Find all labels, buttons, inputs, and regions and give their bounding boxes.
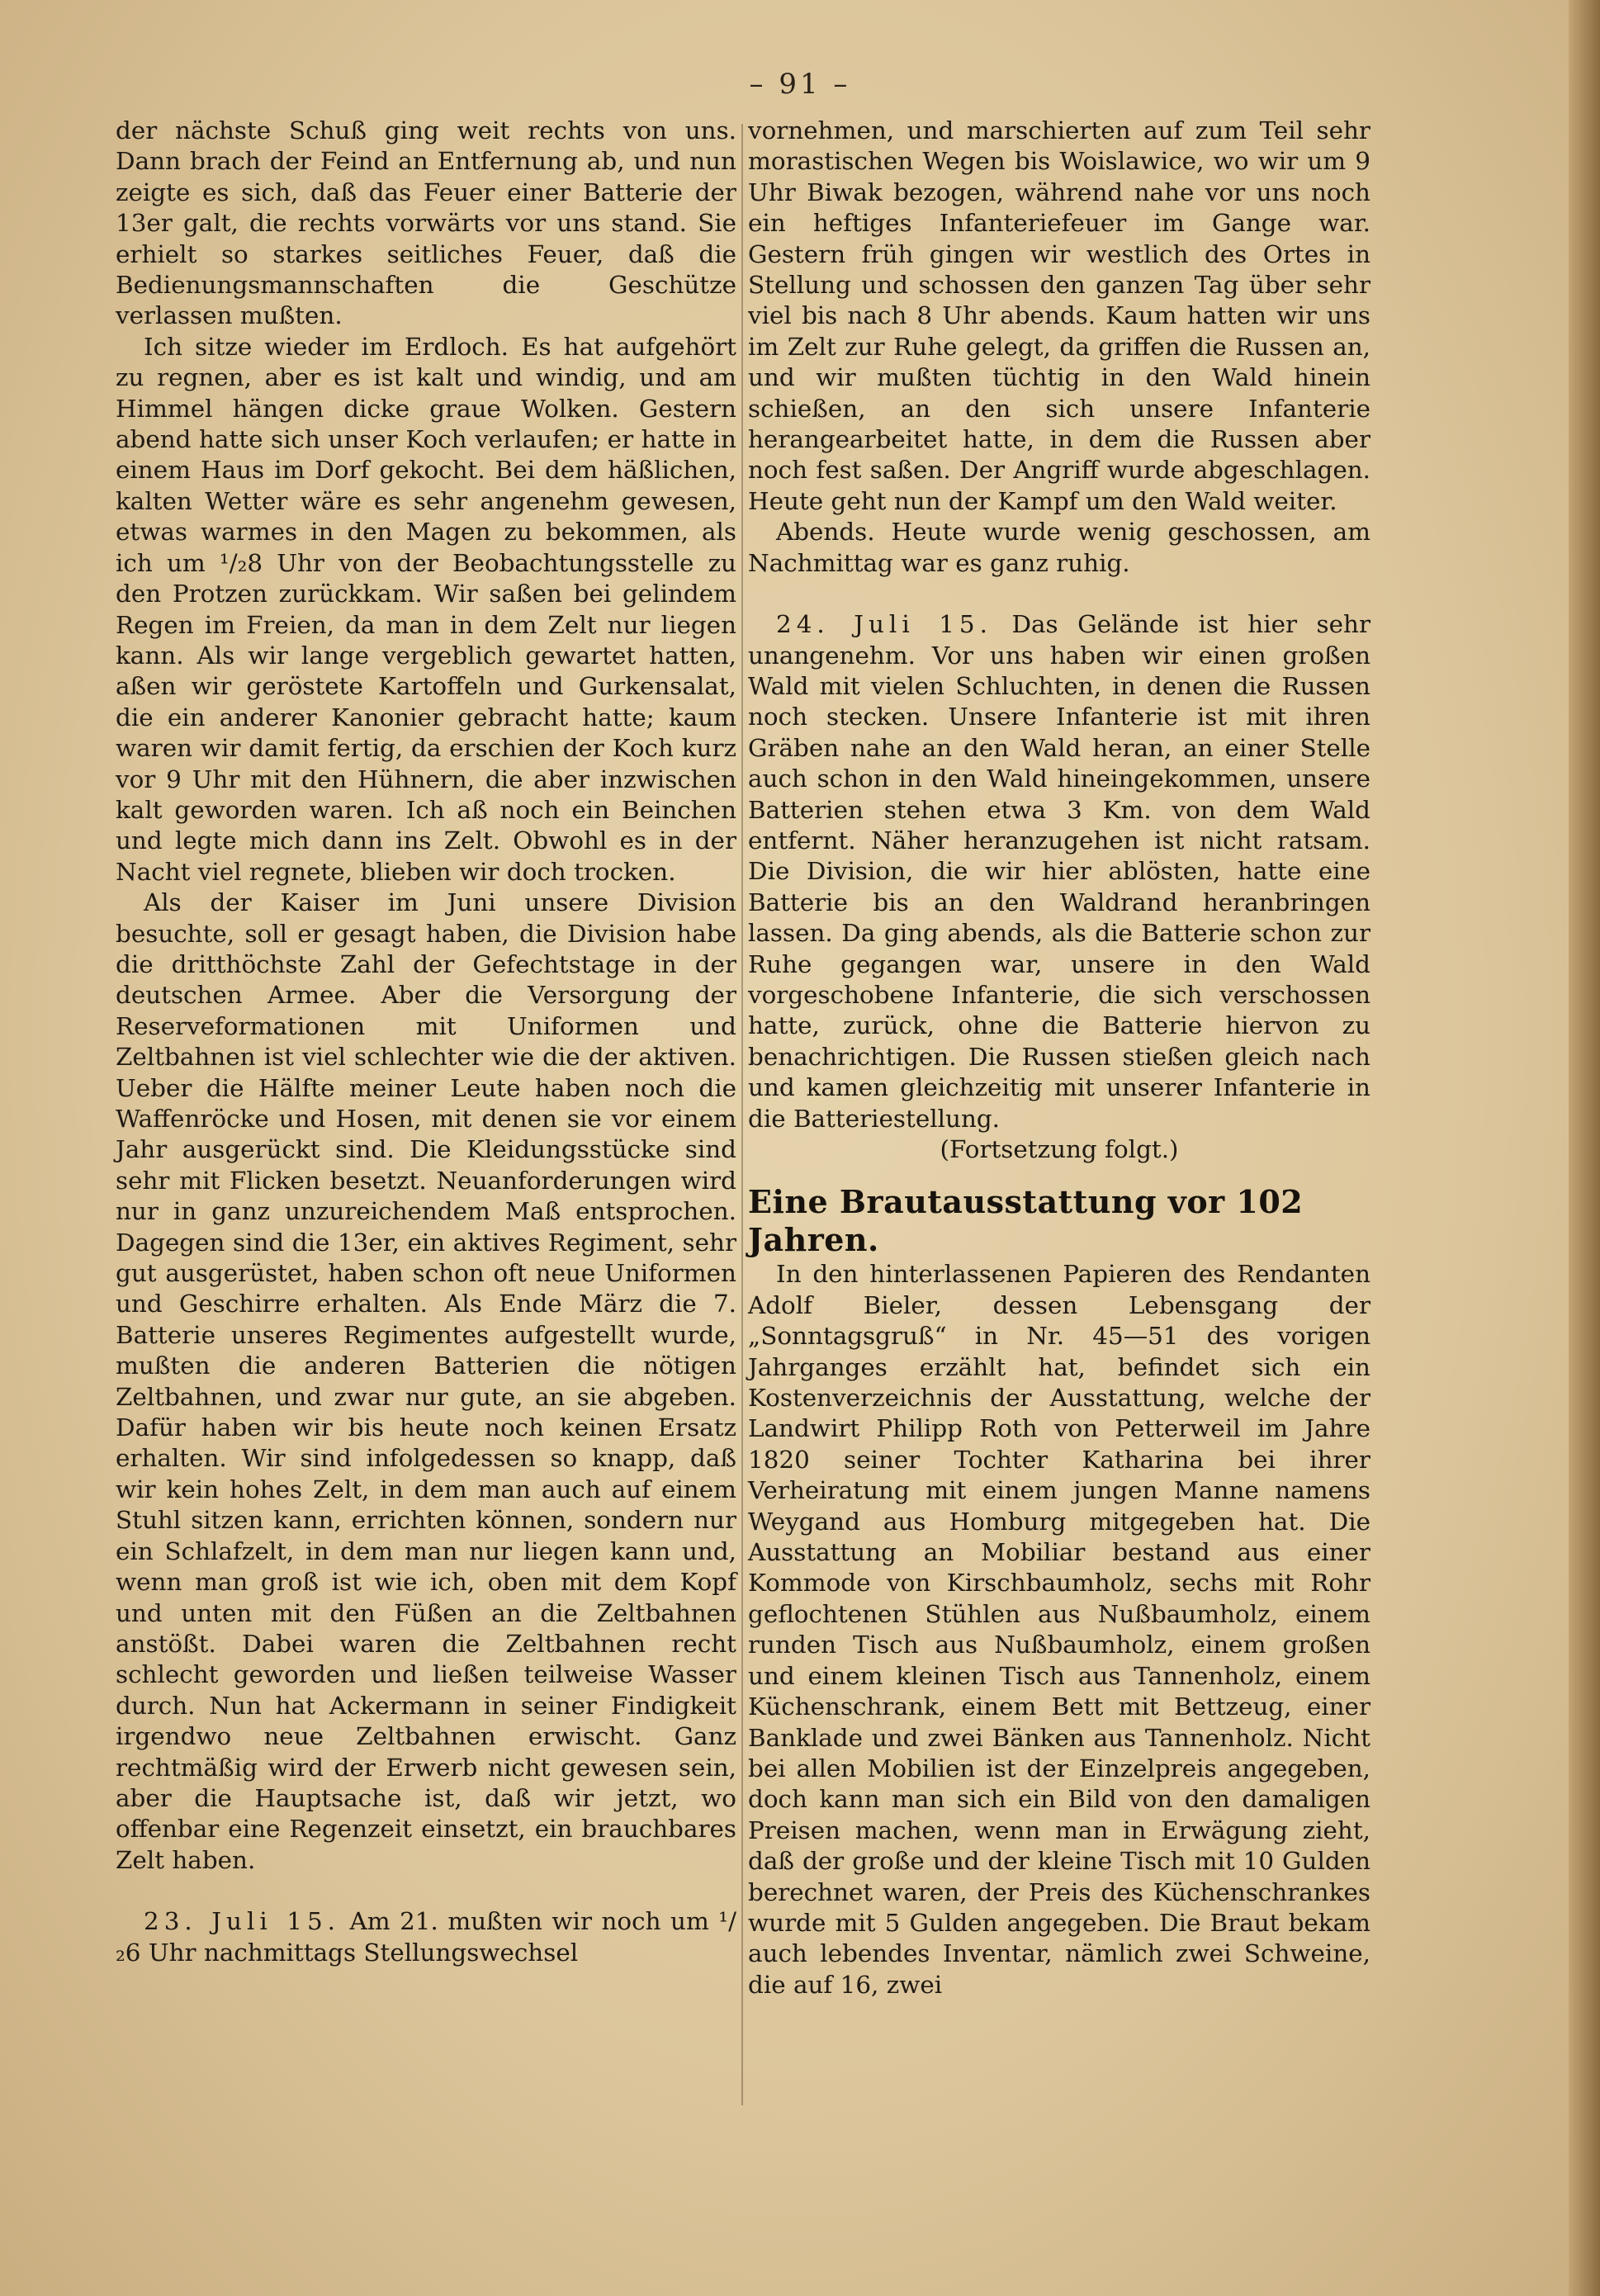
right-column	[748, 116, 1370, 2000]
left-paragraph-1: der nächste Schuß ging weit rechts von uns. Dann brach der Feind an Entfernung ab, und nun zeigte es sich, daß das Feuer einer Batterie der 13er galt, die rechts vorwärts vor uns stand. Sie erhielt so starkes seitliches Feuer, daß die Bedienungsmannschaften die Geschütze verlassen mußten.	[116, 116, 736, 330]
page-edge-shadow	[1569, 0, 1600, 2296]
left-column	[116, 116, 736, 1968]
left-paragraph-2: Ich sitze wieder im Erdloch. Es hat aufgehört zu regnen, aber es ist kalt und windig, und am Himmel hängen dicke graue Wolken. Gestern abend hatte sich unser Koch verlaufen; er hatte in einem Haus im Dorf gekocht. Bei dem häßlichen, kalten Wetter wäre es sehr angenehm gewesen, etwas warmes in den Magen zu bekommen, als ich um ¹/₂8 Uhr von der Beobachtungsstelle zu den Protzen zurückkam. Wir saßen bei gelindem Regen im Freien, da man in dem Zelt nur liegen kann. Als wir lange vergeblich gewartet hatten, aßen wir geröstete Kartoffeln und Gurkensalat, die ein anderer Kanonier gebracht hatte; kaum waren wir damit fertig, da erschien der Koch kurz vor 9 Uhr mit den Hühnern, die aber inzwischen kalt geworden waren. Ich aß noch ein Beinchen und legte mich dann ins Zelt. Obwohl es in der Nacht viel regnete, blieben wir doch trocken.	[116, 332, 736, 886]
continuation-note: (Fortsetzung folgt.)	[940, 1135, 1179, 1163]
page-number: – 91 –	[749, 68, 851, 101]
right-paragraph-3	[748, 609, 1370, 1134]
diary-date-24-juli: 24. Juli 15.	[776, 610, 992, 639]
left-paragraph-4	[116, 1906, 736, 1968]
column-divider	[741, 124, 743, 2105]
diary-date-23-juli: 23. Juli 15.	[144, 1907, 340, 1936]
article-paragraph: In den hinterlassenen Papieren des Rendanten Adolf Bieler, dessen Lebensgang der „Sonntagsgruß“ in Nr. 45—51 des vorigen Jahrganges erzählt hat, befindet sich ein Kostenverzeichnis der Ausstattung, welche der Landwirt Philipp Roth von Petterweil im Jahre 1820 seiner Tochter Katharina bei ihrer Verheiratung mit einem jungen Manne namens Weygand aus Homburg mitgegeben hat. Die Ausstattung an Mobiliar bestand aus einer Kommode von Kirschbaumholz, sechs mit Rohr geflochtenen Stühlen aus Nußbaumholz, einem runden Tisch aus Nußbaumholz, einem großen und einem kleinen Tisch aus Tannenholz, einem Küchenschrank, einem Bett mit Bettzeug, einer Banklade und zwei Bänken aus Tannenholz. Nicht bei allen Mobilien ist der Einzelpreis angegeben, doch kann man sich ein Bild von den damaligen Preisen machen, wenn man in Erwägung zieht, daß der große und der kleine Tisch mit 10 Gulden berechnet waren, der Preis des Küchenschrankes wurde mit 5 Gulden angegeben. Die Braut bekam auch lebendes Inventar, nämlich zwei Schweine, die auf 16, zwei	[748, 1260, 1370, 1999]
right-paragraph-3-text: Das Gelände ist hier sehr unangenehm. Vor uns haben wir einen großen Wald mit vielen Schluchten, in denen die Russen noch stecken. Unsere Infanterie ist mit ihren Gräben nahe an den Wald heran, an einer Stelle auch schon in den Wald hineingekommen, unsere Batterien stehen etwa 3 Km. von dem Wald entfernt. Näher heranzugehen ist nicht ratsam. Die Division, die wir hier ablösten, hatte eine Batterie bis an den Waldrand heranbringen lassen. Da ging abends, als die Batterie schon zur Ruhe gegangen war, unsere in den Wald vorgeschobene Infanterie, die sich verschossen hatte, zurück, ohne die Batterie hiervon zu benachrichtigen. Die Russen stießen gleich nach und kamen gleichzeitig mit unserer Infanterie in die Batteriestellung.	[748, 610, 1370, 1133]
left-paragraph-4-text: Am 21. mußten wir noch um ¹/₂6 Uhr nachmittags Stellungswechsel	[116, 1907, 736, 1967]
right-paragraph-1: vornehmen, und marschierten auf zum Teil sehr morastischen Wegen bis Woislawice, wo wir um 9 Uhr Biwak bezogen, während nahe vor uns noch ein heftiges Infanteriefeuer im Gange war. Gestern früh gingen wir westlich des Ortes in Stellung und schossen den ganzen Tag über sehr viel bis nach 8 Uhr abends. Kaum hatten wir uns im Zelt zur Ruhe gelegt, da griffen die Russen an, und wir mußten tüchtig in den Wald hinein schießen, an den sich unsere Infanterie herangearbeitet hatte, in dem die Russen aber noch fest saßen. Der Angriff wurde abgeschlagen. Heute geht nun der Kampf um den Wald weiter.	[748, 116, 1370, 515]
right-paragraph-2: Abends. Heute wurde wenig geschossen, am Nachmittag war es ganz ruhig.	[748, 518, 1370, 577]
article-headline: Eine Brautausstattung vor 102 Jahren.	[748, 1183, 1304, 1259]
left-paragraph-3: Als der Kaiser im Juni unsere Division besuchte, soll er gesagt haben, die Division habe die dritthöchste Zahl der Gefechtstage in der deutschen Armee. Aber die Versorgung der Reserveformationen mit Uniformen und Zeltbahnen ist viel schlechter wie die der aktiven. Ueber die Hälfte meiner Leute haben noch die Waffenröcke und Hosen, mit denen sie vor einem Jahr ausgerückt sind. Die Kleidungsstücke sind sehr mit Flicken besetzt. Neuanforderungen wird nur in ganz unzureichendem Maß entsprochen. Dagegen sind die 13er, ein aktives Regiment, sehr gut ausgerüstet, haben schon oft neue Uniformen und Geschirre erhalten. Als Ende März die 7. Batterie unseres Regimentes aufgestellt wurde, mußten die anderen Batterien die nötigen Zeltbahnen, und zwar nur gute, an sie abgeben. Dafür haben wir bis heute noch keinen Ersatz erhalten. Wir sind infolgedessen so knapp, daß wir kein hohes Zelt, in dem man auch auf einem Stuhl sitzen kann, errichten können, sondern nur ein Schlafzelt, in dem man nur liegen kann und, wenn man groß ist wie ich, oben mit dem Kopf und unten mit den Füßen an die Zeltbahnen anstößt. Dabei waren die Zeltbahnen recht schlecht geworden und ließen teilweise Wasser durch. Nun hat Ackermann in seiner Findigkeit irgendwo neue Zeltbahnen erwischt. Ganz rechtmäßig wird der Erwerb nicht gewesen sein, aber die Hauptsache ist, daß wir jetzt, wo offenbar eine Regenzeit einsetzt, ein brauchbares Zelt haben.	[116, 888, 736, 1874]
